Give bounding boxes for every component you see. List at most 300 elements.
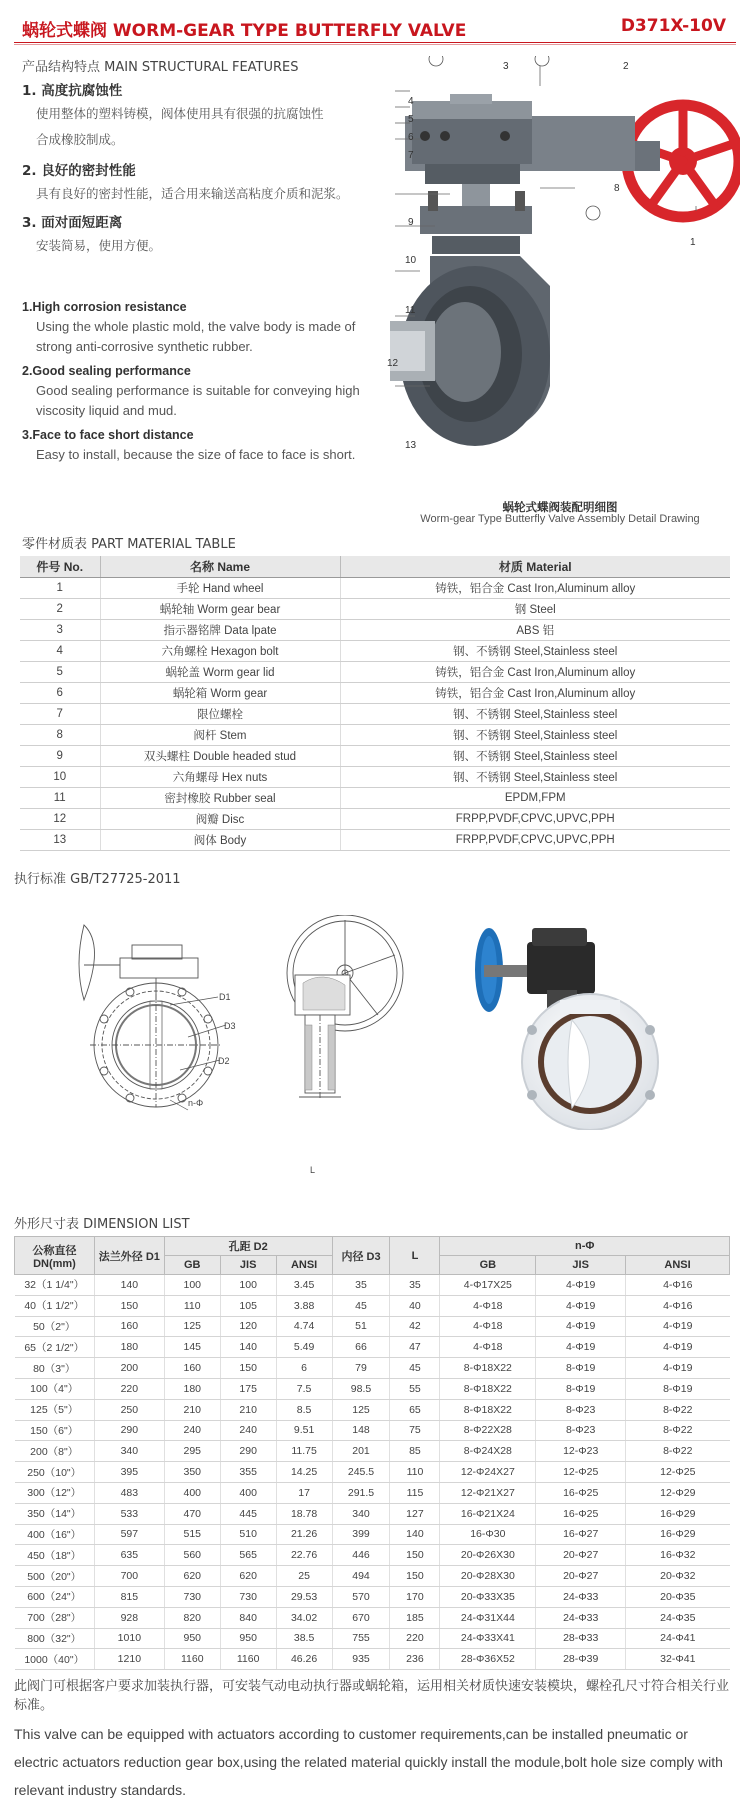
- d2-jis-cell: 950: [220, 1628, 276, 1649]
- d2-ansi-cell: 6: [276, 1358, 332, 1379]
- d2-jis-cell: 290: [220, 1441, 276, 1462]
- d1-cell: 160: [94, 1316, 164, 1337]
- d2-ansi-cell: 34.02: [276, 1607, 332, 1628]
- d2-jis-cell: 620: [220, 1566, 276, 1587]
- table-row: [15, 1295, 730, 1316]
- d2-gb-cell: 515: [164, 1524, 220, 1545]
- d1-cell: 1010: [94, 1628, 164, 1649]
- nphi-ansi-cell: 16-Φ32: [626, 1545, 730, 1566]
- nphi-gb-cell: 24-Φ31X44: [440, 1607, 536, 1628]
- nphi-jis-cell: 16-Φ25: [536, 1503, 626, 1524]
- nphi-ansi-cell: 8-Φ19: [626, 1378, 730, 1399]
- drawing-caption-en: Worm-gear Type Butterfly Valve Assembly Detail Drawing: [420, 513, 700, 525]
- d1-cell: 220: [94, 1378, 164, 1399]
- callout-13: 13: [405, 440, 417, 451]
- part-material-cell: 钢、不锈钢 Steel,Stainless steel: [340, 640, 730, 661]
- nphi-jis-cell: 12-Φ23: [536, 1441, 626, 1462]
- nphi-jis-cell: 4-Φ19: [536, 1337, 626, 1358]
- d2-jis-cell: 175: [220, 1378, 276, 1399]
- nphi-jis-cell: 4-Φ19: [536, 1295, 626, 1316]
- dn-cell: 200（8"）: [15, 1441, 95, 1462]
- l-cell: 85: [390, 1441, 440, 1462]
- col-header-d1: 法兰外径 D1: [94, 1237, 164, 1275]
- d2-ansi-cell: 8.5: [276, 1399, 332, 1420]
- dn-cell: 700（28"）: [15, 1607, 95, 1628]
- d2-gb-cell: 820: [164, 1607, 220, 1628]
- d2-ansi-cell: 7.5: [276, 1378, 332, 1399]
- d2-jis-cell: 150: [220, 1358, 276, 1379]
- nphi-jis-cell: 4-Φ19: [536, 1316, 626, 1337]
- d1-cell: 533: [94, 1503, 164, 1524]
- subheader-jis: JIS: [536, 1256, 626, 1275]
- d1-cell: 597: [94, 1524, 164, 1545]
- callout-7: 7: [408, 150, 414, 161]
- nphi-gb-cell: 20-Φ26X30: [440, 1545, 536, 1566]
- feature-cn-title: 1. 高度抗腐蚀性: [22, 83, 123, 99]
- part-no-cell: 10: [20, 766, 100, 787]
- table-row: [15, 1482, 730, 1503]
- white-valve-body: [522, 994, 658, 1130]
- col-header-no: 件号 No.: [20, 556, 100, 577]
- l-cell: 236: [390, 1649, 440, 1670]
- nphi-jis-cell: 4-Φ19: [536, 1275, 626, 1296]
- l-cell: 150: [390, 1566, 440, 1587]
- dimension-table: [14, 1236, 730, 1670]
- part-name-cell: 六角螺母 Hex nuts: [100, 766, 340, 787]
- subheader-ansi: ANSI: [276, 1256, 332, 1275]
- l-cell: 35: [390, 1275, 440, 1296]
- d2-jis-cell: 400: [220, 1482, 276, 1503]
- nphi-jis-cell: 8-Φ23: [536, 1399, 626, 1420]
- d2-jis-cell: 445: [220, 1503, 276, 1524]
- d2-gb-cell: 240: [164, 1420, 220, 1441]
- part-name-cell: 指示器铭牌 Data lpate: [100, 619, 340, 640]
- col-header-dn: 公称直径 DN(mm): [15, 1237, 95, 1275]
- callout-4: 4: [408, 96, 414, 107]
- feature-cn-title: 2. 良好的密封性能: [22, 163, 136, 179]
- features-section-title: 产品结构特点 MAIN STRUCTURAL FEATURES: [22, 60, 299, 75]
- l-cell: 47: [390, 1337, 440, 1358]
- d2-jis-cell: 840: [220, 1607, 276, 1628]
- nphi-gb-cell: 4-Φ17X25: [440, 1275, 536, 1296]
- part-name-cell: 阀杆 Stem: [100, 724, 340, 745]
- nphi-ansi-cell: 12-Φ29: [626, 1482, 730, 1503]
- table-header-row: [15, 1237, 730, 1256]
- callout-10: 10: [405, 255, 417, 266]
- dim-label-l: L: [310, 1165, 316, 1175]
- nphi-gb-cell: 20-Φ33X35: [440, 1586, 536, 1607]
- table-row: [15, 1503, 730, 1524]
- part-name-cell: 蜗轮箱 Worm gear: [100, 682, 340, 703]
- d3-cell: 399: [332, 1524, 390, 1545]
- callout-9: 9: [408, 217, 414, 228]
- d2-jis-cell: 355: [220, 1462, 276, 1483]
- nphi-gb-cell: 4-Φ18: [440, 1295, 536, 1316]
- drawing-caption-cn: 蜗轮式蝶阀装配明细图: [502, 500, 618, 514]
- d2-gb-cell: 210: [164, 1399, 220, 1420]
- d2-ansi-cell: 25: [276, 1566, 332, 1587]
- d3-cell: 148: [332, 1420, 390, 1441]
- part-material-cell: ABS 铝: [340, 619, 730, 640]
- part-material-cell: 铸铁，铝合金 Cast Iron,Aluminum alloy: [340, 577, 730, 598]
- l-cell: 40: [390, 1295, 440, 1316]
- nphi-ansi-cell: 32-Φ41: [626, 1649, 730, 1670]
- table-row: [15, 1607, 730, 1628]
- part-name-cell: 阀瓣 Disc: [100, 808, 340, 829]
- d3-cell: 45: [332, 1295, 390, 1316]
- d2-ansi-cell: 18.78: [276, 1503, 332, 1524]
- d1-cell: 180: [94, 1337, 164, 1358]
- d2-gb-cell: 160: [164, 1358, 220, 1379]
- d2-gb-cell: 110: [164, 1295, 220, 1316]
- nphi-gb-cell: 24-Φ33X41: [440, 1628, 536, 1649]
- part-name-cell: 六角螺栓 Hexagon bolt: [100, 640, 340, 661]
- dn-cell: 50（2"）: [15, 1316, 95, 1337]
- d3-cell: 201: [332, 1441, 390, 1462]
- l-cell: 150: [390, 1545, 440, 1566]
- callout-8: 8: [614, 183, 620, 194]
- nphi-ansi-cell: 8-Φ22: [626, 1420, 730, 1441]
- l-cell: 65: [390, 1399, 440, 1420]
- d2-jis-cell: 730: [220, 1586, 276, 1607]
- col-header-d3: 内径 D3: [332, 1237, 390, 1275]
- d2-gb-cell: 400: [164, 1482, 220, 1503]
- col-header-d2: 孔距 D2: [164, 1237, 332, 1256]
- nphi-jis-cell: 28-Φ39: [536, 1649, 626, 1670]
- part-material-cell: 钢、不锈钢 Steel,Stainless steel: [340, 745, 730, 766]
- part-material-cell: 钢、不锈钢 Steel,Stainless steel: [340, 766, 730, 787]
- part-no-cell: 4: [20, 640, 100, 661]
- parts-section-title: 零件材质表 PART MATERIAL TABLE: [22, 537, 236, 552]
- table-row: [15, 1399, 730, 1420]
- d2-jis-cell: 105: [220, 1295, 276, 1316]
- dim-label-d1: D1: [219, 992, 231, 1002]
- d2-gb-cell: 350: [164, 1462, 220, 1483]
- d2-jis-cell: 1160: [220, 1649, 276, 1670]
- table-row: [15, 1628, 730, 1649]
- part-material-cell: 铸铁，铝合金 Cast Iron,Aluminum alloy: [340, 682, 730, 703]
- table-row: [15, 1316, 730, 1337]
- part-no-cell: 2: [20, 598, 100, 619]
- nphi-ansi-cell: 24-Φ35: [626, 1607, 730, 1628]
- d1-cell: 928: [94, 1607, 164, 1628]
- feature-en-text: Good sealing performance is suitable for conveying high viscosity liquid and mud.: [36, 383, 360, 418]
- nphi-gb-cell: 28-Φ36X52: [440, 1649, 536, 1670]
- standard-label: 执行标准 GB/T27725-2011: [14, 872, 181, 887]
- table-row: [15, 1545, 730, 1566]
- table-row: [15, 1441, 730, 1462]
- d2-gb-cell: 730: [164, 1586, 220, 1607]
- nphi-gb-cell: 8-Φ18X22: [440, 1358, 536, 1379]
- l-cell: 45: [390, 1358, 440, 1379]
- dn-cell: 65（2 1/2"）: [15, 1337, 95, 1358]
- page-title: 蜗轮式蝶阀 WORM-GEAR TYPE BUTTERFLY VALVE: [22, 21, 467, 41]
- d1-cell: 340: [94, 1441, 164, 1462]
- col-header-material: 材质 Material: [340, 556, 730, 577]
- l-cell: 42: [390, 1316, 440, 1337]
- d2-ansi-cell: 29.53: [276, 1586, 332, 1607]
- table-row: [15, 1649, 730, 1670]
- part-material-cell: FRPP,PVDF,CPVC,UPVC,PPH: [340, 808, 730, 829]
- model-code: D371X-10V: [620, 16, 726, 36]
- nphi-jis-cell: 20-Φ27: [536, 1545, 626, 1566]
- feature-en-text: Easy to install, because the size of face to face is short.: [36, 447, 356, 462]
- part-no-cell: 8: [20, 724, 100, 745]
- nphi-gb-cell: 8-Φ24X28: [440, 1441, 536, 1462]
- d2-ansi-cell: 3.45: [276, 1275, 332, 1296]
- nphi-gb-cell: 4-Φ18: [440, 1337, 536, 1358]
- part-no-cell: 3: [20, 619, 100, 640]
- d2-jis-cell: 210: [220, 1399, 276, 1420]
- subheader-ansi: ANSI: [626, 1256, 730, 1275]
- nphi-jis-cell: 16-Φ25: [536, 1482, 626, 1503]
- nphi-ansi-cell: 8-Φ22: [626, 1441, 730, 1462]
- d2-ansi-cell: 21.26: [276, 1524, 332, 1545]
- d2-ansi-cell: 46.26: [276, 1649, 332, 1670]
- nphi-gb-cell: 16-Φ30: [440, 1524, 536, 1545]
- part-no-cell: 6: [20, 682, 100, 703]
- d3-cell: 35: [332, 1275, 390, 1296]
- nphi-gb-cell: 16-Φ21X24: [440, 1503, 536, 1524]
- d3-cell: 98.5: [332, 1378, 390, 1399]
- part-no-cell: 9: [20, 745, 100, 766]
- d3-cell: 340: [332, 1503, 390, 1524]
- d3-cell: 291.5: [332, 1482, 390, 1503]
- nphi-ansi-cell: 4-Φ19: [626, 1316, 730, 1337]
- part-name-cell: 密封橡胶 Rubber seal: [100, 787, 340, 808]
- side-view-drawing: [283, 915, 413, 1105]
- callout-5: 5: [408, 114, 414, 125]
- l-cell: 220: [390, 1628, 440, 1649]
- col-header-l: L: [390, 1237, 440, 1275]
- dn-cell: 32（1 1/4"）: [15, 1275, 95, 1296]
- nphi-ansi-cell: 12-Φ25: [626, 1462, 730, 1483]
- nphi-gb-cell: 8-Φ22X28: [440, 1420, 536, 1441]
- d2-gb-cell: 950: [164, 1628, 220, 1649]
- d2-gb-cell: 620: [164, 1566, 220, 1587]
- product-photo: [472, 920, 692, 1130]
- nphi-jis-cell: 8-Φ23: [536, 1420, 626, 1441]
- l-cell: 75: [390, 1420, 440, 1441]
- l-cell: 115: [390, 1482, 440, 1503]
- d3-cell: 245.5: [332, 1462, 390, 1483]
- d1-cell: 140: [94, 1275, 164, 1296]
- dn-cell: 800（32"）: [15, 1628, 95, 1649]
- handwheel-blue: [475, 928, 529, 1012]
- feature-en-title: 1.High corrosion resistance: [22, 300, 187, 314]
- dn-cell: 80（3"）: [15, 1358, 95, 1379]
- d3-cell: 79: [332, 1358, 390, 1379]
- feature-cn-text: 使用整体的塑料铸模，阀体使用具有很强的抗腐蚀性合成橡胶制成。: [36, 106, 324, 147]
- nphi-ansi-cell: 16-Φ29: [626, 1524, 730, 1545]
- dn-cell: 1000（40"）: [15, 1649, 95, 1670]
- table-row: [15, 1566, 730, 1587]
- dim-label-d3: D3: [224, 1021, 236, 1031]
- d1-cell: 250: [94, 1399, 164, 1420]
- d2-ansi-cell: 3.88: [276, 1295, 332, 1316]
- d2-jis-cell: 100: [220, 1275, 276, 1296]
- d2-ansi-cell: 9.51: [276, 1420, 332, 1441]
- note-en: This valve can be equipped with actuators according to customer requirements,can be installed pneumatic or electric actuators reduction gear box,using the related material quickly install the module,bolt hole size comply with relevant industry standards.: [14, 1726, 723, 1798]
- callout-2: 2: [623, 61, 629, 72]
- dn-cell: 100（4"）: [15, 1378, 95, 1399]
- d2-gb-cell: 125: [164, 1316, 220, 1337]
- dn-cell: 150（6"）: [15, 1420, 95, 1441]
- nphi-gb-cell: 4-Φ18: [440, 1316, 536, 1337]
- table-row: [15, 1378, 730, 1399]
- d2-gb-cell: 145: [164, 1337, 220, 1358]
- nphi-ansi-cell: 24-Φ41: [626, 1628, 730, 1649]
- feature-cn-text: 安装简易，使用方便。: [36, 238, 162, 253]
- dn-cell: 450（18"）: [15, 1545, 95, 1566]
- part-no-cell: 5: [20, 661, 100, 682]
- nphi-ansi-cell: 16-Φ29: [626, 1503, 730, 1524]
- dim-label-d2: D2: [218, 1056, 230, 1066]
- part-material-cell: EPDM,FPM: [340, 787, 730, 808]
- nphi-jis-cell: 24-Φ33: [536, 1607, 626, 1628]
- nphi-ansi-cell: 4-Φ19: [626, 1337, 730, 1358]
- callout-6: 6: [408, 132, 414, 143]
- callout-12: 12: [387, 358, 399, 369]
- l-cell: 110: [390, 1462, 440, 1483]
- part-material-cell: FRPP,PVDF,CPVC,UPVC,PPH: [340, 829, 730, 850]
- dn-cell: 250（10"）: [15, 1462, 95, 1483]
- d3-cell: 494: [332, 1566, 390, 1587]
- table-row: [15, 1358, 730, 1379]
- d3-cell: 670: [332, 1607, 390, 1628]
- d2-ansi-cell: 22.76: [276, 1545, 332, 1566]
- d2-gb-cell: 295: [164, 1441, 220, 1462]
- part-name-cell: 蜗轮盖 Worm gear lid: [100, 661, 340, 682]
- feature-en-text: Using the whole plastic mold, the valve body is made of strong anti-corrosive synthetic rubber.: [36, 319, 356, 354]
- l-cell: 140: [390, 1524, 440, 1545]
- d3-cell: 66: [332, 1337, 390, 1358]
- part-no-cell: 7: [20, 703, 100, 724]
- nphi-ansi-cell: 4-Φ19: [626, 1358, 730, 1379]
- d2-jis-cell: 565: [220, 1545, 276, 1566]
- part-no-cell: 11: [20, 787, 100, 808]
- part-material-cell: 钢、不锈钢 Steel,Stainless steel: [340, 703, 730, 724]
- nphi-ansi-cell: 20-Φ35: [626, 1586, 730, 1607]
- nphi-ansi-cell: 8-Φ22: [626, 1399, 730, 1420]
- nphi-ansi-cell: 4-Φ16: [626, 1295, 730, 1316]
- dn-cell: 600（24"）: [15, 1586, 95, 1607]
- d3-cell: 446: [332, 1545, 390, 1566]
- part-no-cell: 13: [20, 829, 100, 850]
- d1-cell: 150: [94, 1295, 164, 1316]
- dimension-table-body: [15, 1275, 730, 1670]
- d1-cell: 200: [94, 1358, 164, 1379]
- part-name-cell: 限位螺栓: [100, 703, 340, 724]
- subheader-gb: GB: [440, 1256, 536, 1275]
- d2-ansi-cell: 5.49: [276, 1337, 332, 1358]
- d2-gb-cell: 1160: [164, 1649, 220, 1670]
- part-name-cell: 双头螺柱 Double headed stud: [100, 745, 340, 766]
- d2-jis-cell: 140: [220, 1337, 276, 1358]
- d1-cell: 700: [94, 1566, 164, 1587]
- nphi-gb-cell: 12-Φ21X27: [440, 1482, 536, 1503]
- d2-ansi-cell: 11.75: [276, 1441, 332, 1462]
- feature-en-title: 2.Good sealing performance: [22, 364, 191, 378]
- d1-cell: 290: [94, 1420, 164, 1441]
- dimensions-section-title: 外形尺寸表 DIMENSION LIST: [14, 1217, 190, 1232]
- d1-cell: 395: [94, 1462, 164, 1483]
- part-name-cell: 蜗轮轴 Worm gear bear: [100, 598, 340, 619]
- part-material-cell: 钢 Steel: [340, 598, 730, 619]
- d1-cell: 483: [94, 1482, 164, 1503]
- dn-cell: 125（5"）: [15, 1399, 95, 1420]
- col-header-n-phi: n-Φ: [440, 1237, 730, 1256]
- d2-jis-cell: 510: [220, 1524, 276, 1545]
- d2-gb-cell: 560: [164, 1545, 220, 1566]
- subheader-jis: JIS: [220, 1256, 276, 1275]
- nphi-gb-cell: 12-Φ24X27: [440, 1462, 536, 1483]
- d2-ansi-cell: 17: [276, 1482, 332, 1503]
- l-cell: 185: [390, 1607, 440, 1628]
- col-header-name: 名称 Name: [100, 556, 340, 577]
- table-row: [15, 1524, 730, 1545]
- d3-cell: 935: [332, 1649, 390, 1670]
- d2-jis-cell: 120: [220, 1316, 276, 1337]
- nphi-jis-cell: 8-Φ19: [536, 1358, 626, 1379]
- d2-ansi-cell: 14.25: [276, 1462, 332, 1483]
- callout-11: 11: [405, 305, 416, 316]
- nphi-gb-cell: 20-Φ28X30: [440, 1566, 536, 1587]
- d2-gb-cell: 180: [164, 1378, 220, 1399]
- nphi-jis-cell: 20-Φ27: [536, 1566, 626, 1587]
- subheader-gb: GB: [164, 1256, 220, 1275]
- dn-cell: 500（20"）: [15, 1566, 95, 1587]
- d2-gb-cell: 470: [164, 1503, 220, 1524]
- d3-cell: 125: [332, 1399, 390, 1420]
- callout-3: 3: [503, 61, 509, 72]
- d3-cell: 51: [332, 1316, 390, 1337]
- part-material-cell: 铸铁，铝合金 Cast Iron,Aluminum alloy: [340, 661, 730, 682]
- nphi-ansi-cell: 4-Φ16: [626, 1275, 730, 1296]
- l-cell: 127: [390, 1503, 440, 1524]
- dn-cell: 300（12"）: [15, 1482, 95, 1503]
- part-name-cell: 阀体 Body: [100, 829, 340, 850]
- l-cell: 170: [390, 1586, 440, 1607]
- part-name-cell: 手轮 Hand wheel: [100, 577, 340, 598]
- nphi-gb-cell: 8-Φ18X22: [440, 1399, 536, 1420]
- nphi-jis-cell: 24-Φ33: [536, 1586, 626, 1607]
- d2-gb-cell: 100: [164, 1275, 220, 1296]
- feature-cn-title: 3. 面对面短距离: [22, 215, 123, 231]
- part-material-cell: 钢、不锈钢 Steel,Stainless steel: [340, 724, 730, 745]
- d1-cell: 815: [94, 1586, 164, 1607]
- nphi-ansi-cell: 20-Φ32: [626, 1566, 730, 1587]
- dn-cell: 400（16"）: [15, 1524, 95, 1545]
- table-row: [15, 1275, 730, 1296]
- d1-cell: 635: [94, 1545, 164, 1566]
- d1-cell: 1210: [94, 1649, 164, 1670]
- d2-ansi-cell: 4.74: [276, 1316, 332, 1337]
- d3-cell: 755: [332, 1628, 390, 1649]
- note-cn: 此阀门可根据客户要求加装执行器，可安装气动电动执行器或蜗轮箱，运用相关材质快速安装模块，螺栓孔尺寸符合相关行业标准。: [14, 1679, 730, 1713]
- table-row: [15, 1462, 730, 1483]
- table-row: [15, 1420, 730, 1441]
- nphi-jis-cell: 16-Φ27: [536, 1524, 626, 1545]
- table-row: [15, 1586, 730, 1607]
- part-no-cell: 1: [20, 577, 100, 598]
- dn-cell: 350（14"）: [15, 1503, 95, 1524]
- d2-ansi-cell: 38.5: [276, 1628, 332, 1649]
- feature-cn-text: 具有良好的密封性能，适合用来输送高粘度介质和泥浆。: [36, 186, 349, 201]
- nphi-jis-cell: 12-Φ25: [536, 1462, 626, 1483]
- nphi-jis-cell: 28-Φ33: [536, 1628, 626, 1649]
- l-cell: 55: [390, 1378, 440, 1399]
